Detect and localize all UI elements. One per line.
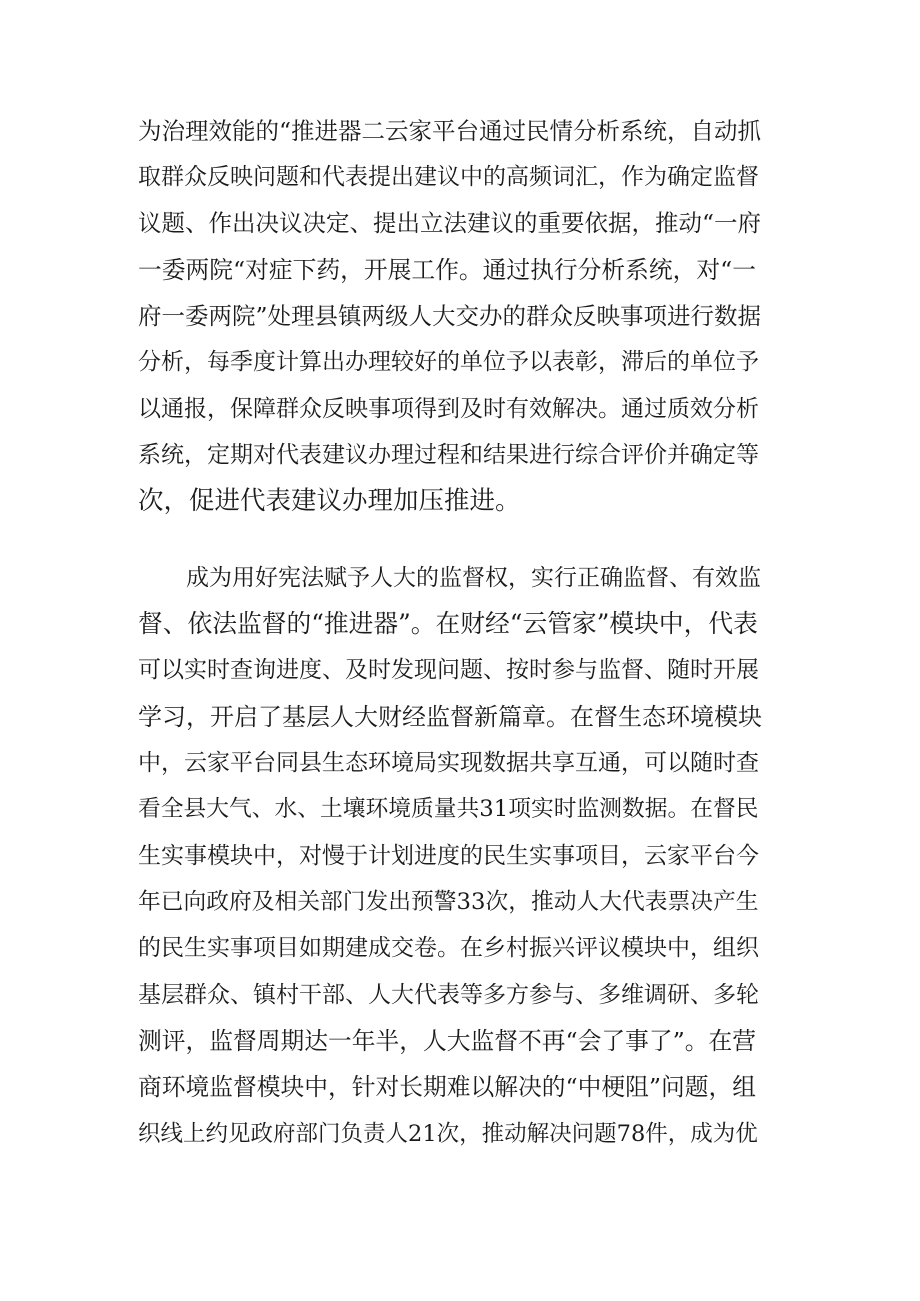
text-line: 学习，开启了基层人大财经监督新篇章。在督生态环境模块 — [138, 703, 762, 731]
text-line: 看全县大气、水、土壤环境质量共31项实时监测数据。在督民 — [138, 796, 759, 822]
text-line: 可以实时查询进度、及时发现问题、按时参与监督、随时开展 — [138, 657, 759, 683]
text-line: 成为用好宪法赋予人大的监督权，实行正确监督、有效监 — [186, 565, 761, 591]
text-line: 商环境监督模块中，针对长期难以解决的“中梗阻”问题，组 — [138, 1073, 757, 1101]
text-line: 年已向政府及相关部门发出预警33次，推动人大代表票决产生 — [138, 889, 759, 915]
text-line: 取群众反映问题和代表提出建议中的高频词汇，作为确定监督 — [138, 164, 759, 190]
text-line: 的民生实事项目如期建成交卷。在乡村振兴评议模块中，组织 — [138, 935, 759, 961]
text-line: 中，云家平台同县生态环境局实现数据共享互通，可以随时查 — [138, 750, 759, 776]
text-line: 以通报，保障群众反映事项得到及时有效解决。通过质效分析 — [138, 396, 759, 422]
text-line: 次，促进代表建议办理加压推进。 — [138, 486, 521, 516]
text-line: 为治理效能的“推进器二云家平台通过民情分析系统，自动抓 — [138, 117, 762, 145]
text-line: 督、依法监督的“推进器”。在财经“云管家”模块中，代表 — [138, 609, 758, 638]
text-line: 系统，定期对代表建议办理过程和结果进行综合评价并确定等 — [138, 442, 759, 468]
text-line: 府一委两院”处理县镇两级人大交办的群众反映事项进行数据 — [138, 302, 762, 330]
text-line: 一委两院“对症下药，开展工作。通过执行分析系统，对“一 — [138, 256, 757, 284]
text-line: 测评，监督周期达一年半，人大监督不再“会了事了”。在营 — [138, 1027, 757, 1055]
text-line: 生实事模块中，对慢于计划进度的民生实事项目，云家平台今 — [138, 843, 759, 869]
text-line: 织线上约见政府部门负责人21次，推动解决问题78件，成为优 — [138, 1121, 758, 1147]
text-line: 议题、作出决议决定、提出立法建议的重要依据，推动“一府 — [138, 209, 762, 237]
text-line: 基层群众、镇村干部、人大代表等多方参与、多维调研、多轮 — [138, 982, 759, 1008]
text-line: 分析，每季度计算出办理较好的单位予以表彰，滞后的单位予 — [138, 349, 759, 375]
